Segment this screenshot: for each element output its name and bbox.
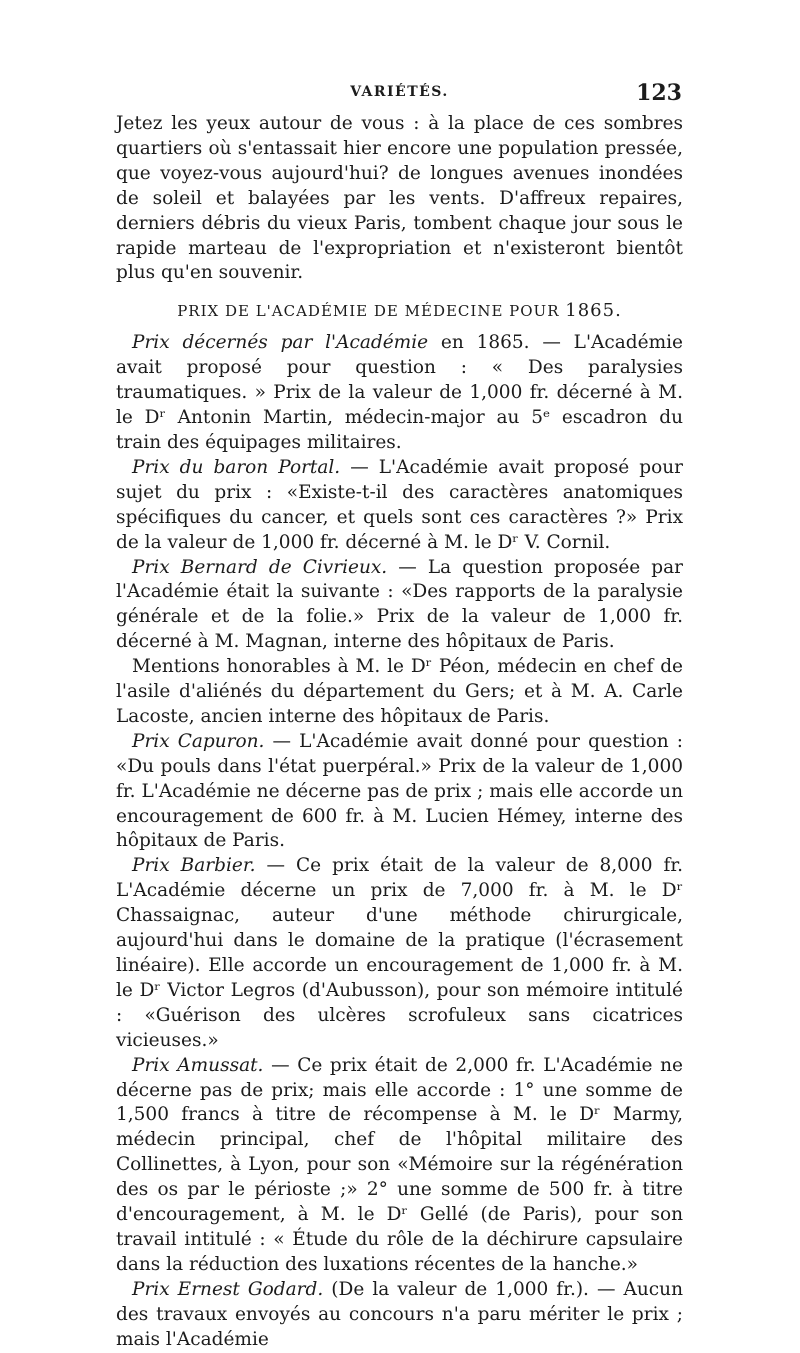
paragraph-mentions-honorables: Mentions honorables à M. le Dʳ Péon, médecin en chef de l'asile d'aliénés du département du Gers; et à M. A. Carle Lacoste, ancien interne des hôpitaux de Paris. (116, 656, 683, 727)
paragraph-text: en 1865. — L'Académie avait proposé pour question : « Des paralysies traumatiques. » Prix de la valeur de 1,000 fr. décerné à M. le Dʳ Antonin Martin, médecin-major au 5ᵉ escadron du train des équipages militaires. (116, 332, 683, 453)
paragraph-heading: Prix Bernard de Civrieux. (132, 556, 388, 578)
paragraph-text: — Ce prix était de la valeur de 8,000 fr. L'Académie décerne un prix de 7,000 fr. à M. le Dʳ Chassaignac, auteur d'une méthode chirurgicale, aujourd'hui dans le domaine de la pratique (l'écrasement linéaire). Elle accorde un encouragement de 1,000 fr. à M. le Dʳ Victor Legros (d'Aubusson), pour son mémoire intitulé : «Guérison des ulcères scrofuleux sans cicatrices vicieuses.» (116, 855, 684, 1051)
paragraph-heading: Prix Ernest Godard. (132, 1278, 324, 1300)
paragraph-heading: Prix décernés par l'Académie (132, 332, 429, 354)
paragraph-prix-amussat (116, 1054, 683, 1278)
running-title: VARIÉTÉS. (350, 84, 449, 100)
paragraph-prix-academie (116, 331, 683, 456)
paragraph-heading: Prix Capuron. (132, 730, 265, 752)
paragraph-prix-civrieux (116, 556, 683, 656)
paragraph-text: — La question proposée par l'Académie était la suivante : «Des rapports de la paralysie générale et de la folie.» Prix de la valeur de 1,000 fr. décerné à M. Magnan, interne des hôpitaux de Paris. (116, 556, 683, 653)
paragraph-heading: Prix Amussat. (132, 1054, 264, 1076)
intro-paragraph: Jetez les yeux autour de vous : à la place de ces sombres quartiers où s'entassait hier encore une population pressée, que voyez-vous aujourd'hui? de longues avenues inondées de soleil et balayées par les vents. D'affreux repaires, derniers débris du vieux Paris, tombent chaque jour sous le rapide marteau de l'expropriation et n'existeront bientôt plus qu'en souvenir. (116, 113, 683, 284)
paragraph-prix-godard (116, 1278, 683, 1353)
paragraph-text: — L'Académie avait proposé pour sujet du prix : «Existe-t-il des caractères anatomiques spécifiques du cancer, et quels sont ces caractères ?» Prix de la valeur de 1,000 fr. décerné à M. le Dʳ V. Cornil. (116, 456, 684, 553)
page-header (117, 80, 682, 114)
page-number: 123 (636, 80, 682, 106)
paragraph-text: — L'Académie avait donné pour question : «Du pouls dans l'état puerpéral.» Prix de la valeur de 1,000 fr. L'Académie ne décerne pas de prix ; mais elle accorde un encouragement de 600 fr. à M. Lucien Hémey, interne des hôpitaux de Paris. (116, 730, 683, 852)
section-title-text: PRIX DE L'ACADÉMIE DE MÉDECINE POUR (177, 302, 560, 321)
paragraph-text: — Ce prix était de 2,000 fr. L'Académie ne décerne pas de prix; mais elle accorde : 1° une somme de 1,500 francs à titre de récompense à M. le Dʳ Marmy, médecin principal, chef de l'hôpital militaire des Collinettes, à Lyon, pour son «Mémoire sur la régénération des os par le périoste ;» 2° une somme de 500 fr. à titre d'encouragement, à M. le Dʳ Gellé (de Paris), pour son travail intitulé : « Étude du rôle de la déchirure capsulaire dans la réduction des luxations récentes de la hanche.» (116, 1054, 684, 1275)
section-title (116, 300, 683, 322)
paragraph-heading: Prix du baron Portal. (132, 456, 341, 478)
paragraph-prix-barbier (116, 854, 683, 1053)
paragraph-prix-portal (116, 456, 683, 556)
paragraph-prix-capuron (116, 730, 683, 855)
section-title-year: 1865. (565, 300, 622, 322)
paragraph-heading: Prix Barbier. (132, 855, 256, 877)
paragraph-text: (De la valeur de 1,000 fr.). — Aucun des travaux envoyés au concours n'a paru mériter le prix ; mais l'Académie (116, 1278, 683, 1350)
page-body (116, 112, 683, 1353)
